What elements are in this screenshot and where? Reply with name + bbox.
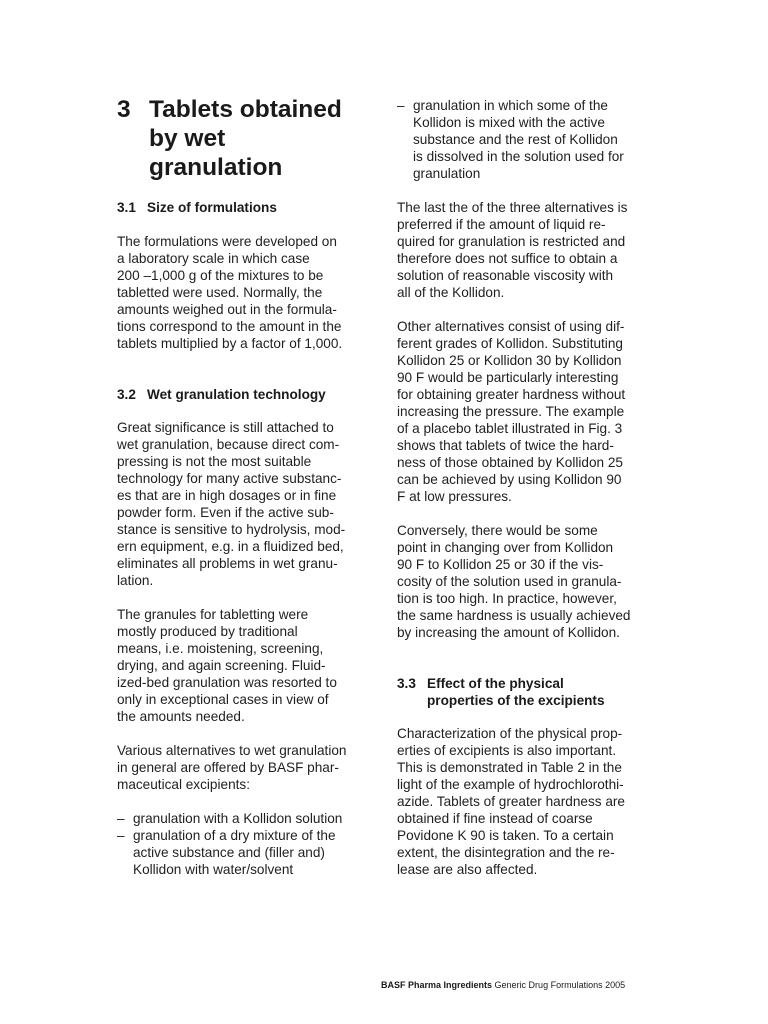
paragraph-size-of-formulations: The formulations were developed on a laboratory scale in which case 200 –1,000 g of the mixtures to be tabletted were used. Normally, the amounts weighed out in the formula- tions correspond to the amount in the tablets multiplied by a factor of 1,000. [117,234,343,351]
dash-bullet: – [397,98,405,113]
section-title: Size of formulations [147,200,277,215]
section-heading-3-2 [117,386,387,403]
paragraph-last-alternative: The last the of the three alternatives is preferred if the amount of liquid re- quired for granulation is restricted and therefore does not suffice to obtain a solution of reasonable viscosity with all of the Kollidon. [397,200,628,300]
section-number: 3.1 [117,200,136,215]
chapter-number: 3 [117,96,131,123]
paragraph-alternatives-intro: Various alternatives to wet granulation in general are offered by BASF phar- maceutical excipients: [117,743,347,792]
paragraph-other-alternatives: Other alternatives consist of using dif- ferent grades of Kollidon. Substituting Kollidon 25 or Kollidon 30 by Kollidon 90 F would be particularly interesting for obtaining greater hardness without increasing the pressure. The example of a placebo tablet illustrated in Fig. 3 shows that tablets of twice the hard- ness of those obtained by Kollidon 25 can be achieved by using Kollidon 90 F at low pressures. [397,319,626,504]
list-item-text: granulation of a dry mixture of the active substance and (filler and) Kollidon with water/solvent [133,828,336,877]
paragraph-wet-granulation-significance: Great significance is still attached to wet granulation, because direct com- pressing is not the most suitable technology for many active substanc- es that are in high dosages or in fine powder form. Even if the active sub- stance is sensitive to hydrolysis, mod- ern equipment, e.g. in a fluidized bed, eliminates all problems in wet granu- lation. [117,420,346,588]
section-title: Wet granulation technology [147,387,326,402]
list-item-text: granulation with a Kollidon solution [133,811,343,826]
section-number: 3.3 [397,676,416,691]
page-footer [381,980,625,991]
section-heading-3-3 [397,675,667,708]
paragraph-granules-production: The granules for tabletting were mostly produced by traditional means, i.e. moistening, screening, drying, and again screening. Fluid- ized-bed granulation was resorted to only in exceptional cases in view of the amounts needed. [117,607,337,724]
dash-bullet: – [117,811,125,826]
footer-publication: Generic Drug Formulations 2005 [494,980,626,990]
chapter-heading [117,95,387,181]
footer-brand: BASF Pharma Ingredients [381,980,493,990]
section-heading-3-1 [117,199,387,216]
list-item-text: granulation in which some of the Kollidon is mixed with the active substance and the rest of Kollidon is dissolved in the solution used for granulation [413,98,624,181]
section-number: 3.2 [117,387,136,402]
section-title: Effect of the physical properties of the excipients [427,676,605,708]
paragraph-conversely: Conversely, there would be some point in changing over from Kollidon 90 F to Kollidon 25 or 30 if the vis- cosity of the solution used in granula- tion is too high. In practice, however, the same hardness is usually achieved by increasing the amount of Kollidon. [397,523,631,640]
chapter-title: Tablets obtained by wet granulation [149,96,342,181]
paragraph-excipient-properties: Characterization of the physical prop- erties of excipients is also important. This is demonstrated in Table 2 in the light of the example of hydrochlorothi- azide. Tablets of greater hardness are obtained if fine instead of coarse Povidone K 90 is taken. To a certain extent, the disintegration and the re- lease are also affected. [397,726,625,877]
dash-bullet: – [117,828,125,843]
